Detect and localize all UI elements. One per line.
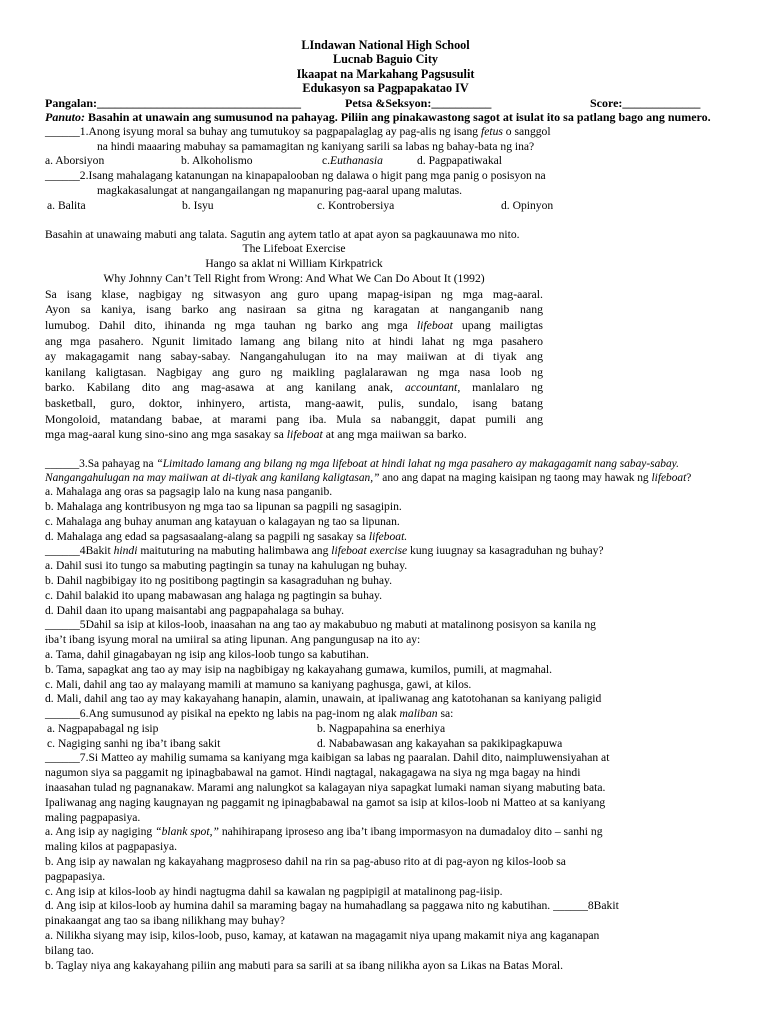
question-7-choice-b: b. Ang isip ay nawalan ng kakayahang magproseso dahil na rin sa pag-abuso rito at di pag-ayon ng kilos-loob sa xyxy=(45,855,566,869)
passage-line: ang mga pasahero. Ngunit limitado lamang ang bilang nito at hindi lahat ng mga pasahero xyxy=(45,333,543,348)
question-8-choice-b: b. Taglay niya ang kakayahang piliin ang mabuti para sa sarili at sa ibang nilikha ayon sa Likas na Batas Moral. xyxy=(45,958,563,972)
question-5-choice-a: a. Tama, dahil ginagabayan ng isip ang kilos-loob tungo sa kabutihan. xyxy=(45,647,369,661)
question-1-choices xyxy=(45,154,726,169)
choice-d: d. Nababawasan ang kakayahan sa pakikipagkapuwa xyxy=(317,736,563,750)
question-2-choices xyxy=(45,199,726,214)
question-2-cont: magkakasalungat at nangangailangan ng mapanuring pag-aaral upang malutas. xyxy=(97,184,463,198)
choice-b: b. Nagpapahina sa enerhiya xyxy=(317,721,446,735)
question-7-line-5: maling pagpapasiya. xyxy=(45,810,141,824)
passage-body xyxy=(45,287,543,443)
choice-d: d. Opinyon xyxy=(501,198,554,212)
question-4: ______4Bakit hindi maituturing na mabuting halimbawa ang lifeboat exercise kung iuugnay sa kasagraduhan ng buhay? xyxy=(45,544,604,558)
passage-line: ay makagagamit nang sabay-sabay. Nangangahulugan ito na may maiiwan at di tiyak ang xyxy=(45,349,543,364)
instructions-text: Basahin at unawain ang sumusunod na pahayag. Piliin ang pinakawastong sagot at isulat ito sa patlang bago ang numero xyxy=(88,110,708,125)
passage-line: mga mag-aaral kung sino-sino ang mga sasakay sa lifeboat at ang mga maiiwan sa barko. xyxy=(45,427,467,442)
question-4-choice-c: c. Dahil balakid ito upang mabawasan ang halaga ng pagtingin sa buhay. xyxy=(45,588,382,602)
instructions-label: Panuto: xyxy=(45,110,86,125)
question-6-choices-row2 xyxy=(45,737,726,752)
question-3-choice-c: c. Mahalaga ang buhay anuman ang katayuan o kalagayan ng tao sa lipunan. xyxy=(45,514,400,528)
question-7-choice-a: a. Ang isip ay nagiging “blank spot,” nahihirapang iproseso ang iba’t ibang impormasyon na dumadaloy dito – sanhi ng xyxy=(45,825,603,839)
subject-title: Edukasyon sa Pagpapakatao IV xyxy=(302,81,469,96)
question-4-choice-d: d. Dahil daan ito upang maisantabi ang pagpapahalaga sa buhay. xyxy=(45,603,344,617)
question-3: ______3.Sa pahayag na “Limitado lamang ang bilang ng mga lifeboat at hindi lahat ng mga pasahero ay makagagamit nang sabay-sabay. Nangangahulugan na may maiiwan at di-tiyak ang kanilang kaligtasan,” ano ang dapat na maging kaisipan ng taong may hawak ng lifeboat? xyxy=(45,457,692,484)
question-2: ______2.Isang mahalagang katanungan na kinapapalooban ng dalawa o higit pang mga panig o posisyon na xyxy=(45,169,546,183)
choice-c: c. Kontrobersiya xyxy=(317,198,395,212)
passage-line: lumubog. Dahil dito, ihinanda ng mga tauhan ng barko ang mga lifeboat upang mailigtas xyxy=(45,317,543,332)
instructions: Panuto: Basahin at unawain ang sumusunod na pahayag. Piliin ang pinakawastong sagot at isulat ito sa patlang bago ang numero. xyxy=(45,110,711,125)
question-7-line-3: inaasahan tulad ng pagnanakaw. Marami ang nalungkot sa kalagayan niya sapagkat lumaki naman siyang mabuting bata. xyxy=(45,781,606,795)
question-8-choice-a-cont: bilang tao. xyxy=(45,943,94,957)
passage-line: basketball, guro, doktor, inhinyero, artista, mang-aawit, pulis, sundalo, isang batang xyxy=(45,395,543,410)
passage-line: Mongoloid, matandang babae, at marami pang iba. Mula sa nabanggit, dapat pumili ang xyxy=(45,411,543,426)
question-5-choice-d: d. Mali, dahil ang tao ay may kakayahang hanapin, alamin, unawain, at ipaliwanag ang katotohanan sa kaniyang paligid xyxy=(45,692,602,706)
question-7-choice-b-cont: pagpapasiya. xyxy=(45,869,106,883)
exam-title: Ikaapat na Markahang Pagsusulit xyxy=(296,66,475,81)
question-7-line-2: nagumon siya sa paggamit ng ipinagbabawal na gamot. Hindi nagtagal, nakagagawa na siya ng mga bagay na hindi xyxy=(45,766,581,780)
choice-d: d. Pagpapatiwakal xyxy=(417,154,502,168)
passage-book: Why Johnny Can’t Tell Right from Wrong: And What We Can Do About It (1992) xyxy=(103,272,485,285)
school-city: Lucnab Baguio City xyxy=(333,52,438,67)
passage-intro: Basahin at unawaing mabuti ang talata. Sagutin ang aytem tatlo at apat ayon sa pagkauunawa mo nito. xyxy=(45,227,520,241)
passage-line: Sa isang klase, nagbigay ng sitwasyon ang guro upang mapag-isipan ng mga mag-aaral. xyxy=(45,286,543,301)
passage-line: barko. Kabilang dito ang mag-asawa at ang kanilang anak, accountant, manlalaro ng xyxy=(45,380,544,395)
choice-b: b. Alkoholismo xyxy=(181,154,253,168)
question-3-choice-a: a. Mahalaga ang oras sa pagsagip lalo na kung nasa panganib. xyxy=(45,485,333,499)
question-8-choice-a: a. Nilikha siyang may isip, kilos-loob, puso, kamay, at katawan na magagamit niya upang makamit niya ang kaganapan xyxy=(45,929,600,943)
score-field-label: Score:_____________ xyxy=(590,95,701,110)
question-3-choice-b: b. Mahalaga ang kontribusyon ng mga tao sa lipunan sa pagpili ng sasagipin. xyxy=(45,499,402,513)
choice-c: c.Euthanasia xyxy=(322,154,383,168)
question-7-choice-d: d. Ang isip at kilos-loob ay humina dahil sa maraming bagay na humahadlang sa paggawa nito ng kabutihan. ______8Bakit xyxy=(45,899,619,913)
student-info-row xyxy=(45,96,726,111)
question-3-choice-d: d. Mahalaga ang edad sa pagsasaalang-alang sa pagpili ng sasakay sa lifeboat. xyxy=(45,529,408,543)
question-7-line-1: ______7.Si Matteo ay mahilig sumama sa kaniyang mga kaibigan sa labas ng paaralan. Dahil dito, naimpluwensiyahan at xyxy=(45,751,610,765)
question-5-choice-c: c. Mali, dahil ang tao ay malayang mamili at mamuno sa kaniyang paghusga, gawi, at kilos. xyxy=(45,677,472,691)
choice-c: c. Nagiging sanhi ng iba’t ibang sakit xyxy=(47,736,221,750)
question-1: ______1.Anong isyung moral sa buhay ang tumutukoy sa pagpapalaglag ay pag-alis ng isang fetus o sanggol xyxy=(45,124,551,138)
question-4-choice-b: b. Dahil nagbibigay ito ng positibong pagtingin sa kasagraduhan ng buhay. xyxy=(45,573,393,587)
question-7-line-4: Ipaliwanag ang naging kaugnayan ng paggamit ng ipinagbabawal na gamot sa isip at kilos-loob ni Matteo at sa kaniyang xyxy=(45,795,606,809)
passage-title: The Lifeboat Exercise xyxy=(242,242,346,256)
choice-a: a. Balita xyxy=(47,198,86,212)
question-8-start: ______8Bakit xyxy=(553,899,619,913)
choice-b: b. Isyu xyxy=(182,198,214,212)
question-5-choice-b: b. Tama, sapagkat ang tao ay may isip na nagbibigay ng kakayahang gumawa, kumilos, pumili, at magmahal. xyxy=(45,662,553,676)
question-7-choice-a-cont: maling kilos at pagpapasiya. xyxy=(45,840,178,854)
passage-line: Ayon sa kaniya, isang barko ang nasiraan sa gitna ng karagatan at nanganganib nang xyxy=(45,302,543,317)
question-1-cont: na hindi maaaring mabuhay sa pamamagitan ng kaniyang sarili sa labas ng bahay-bata ng ina? xyxy=(97,139,535,153)
question-4-choice-a: a. Dahil susi ito tungo sa mabuting pagtingin sa tunay na kahulugan ng buhay. xyxy=(45,559,408,573)
question-5-cont: iba’t ibang isyung moral na umiiral sa ating lipunan. Ang pangungusap na ito ay: xyxy=(45,633,421,647)
question-8-cont: pinakaangat ang tao sa ibang nilikhang may buhay? xyxy=(45,914,285,928)
school-name: LIndawan National High School xyxy=(301,38,470,52)
date-section-field-label: Petsa &Seksyon:__________ xyxy=(345,95,492,110)
question-7-choice-c: c. Ang isip at kilos-loob ay hindi nagtugma dahil sa kawalan ng pagpipigil at matalinong pag-iisip. xyxy=(45,884,503,898)
question-6-choices-row1 xyxy=(45,722,726,737)
passage-line: kanilang kaligtasan. Nagbigay ang guro ng maikling paglalarawan ng mga nasa loob ng xyxy=(45,364,543,379)
question-6: ______6.Ang sumusunod ay pisikal na epekto ng labis na pag-inom ng alak maliban sa: xyxy=(45,707,454,721)
name-field-label: Pangalan:__________________________________ xyxy=(45,95,302,110)
choice-a: a. Nagpapabagal ng isip xyxy=(47,721,159,735)
question-5: ______5Dahil sa isip at kilos-loob, inaasahan na ang tao ay makabubuo ng mabuti at matalinong posisyon sa kanila ng xyxy=(45,618,596,632)
choice-a: a. Aborsiyon xyxy=(45,154,105,168)
exam-page xyxy=(45,38,726,973)
passage-source: Hango sa aklat ni William Kirkpatrick xyxy=(205,257,383,271)
